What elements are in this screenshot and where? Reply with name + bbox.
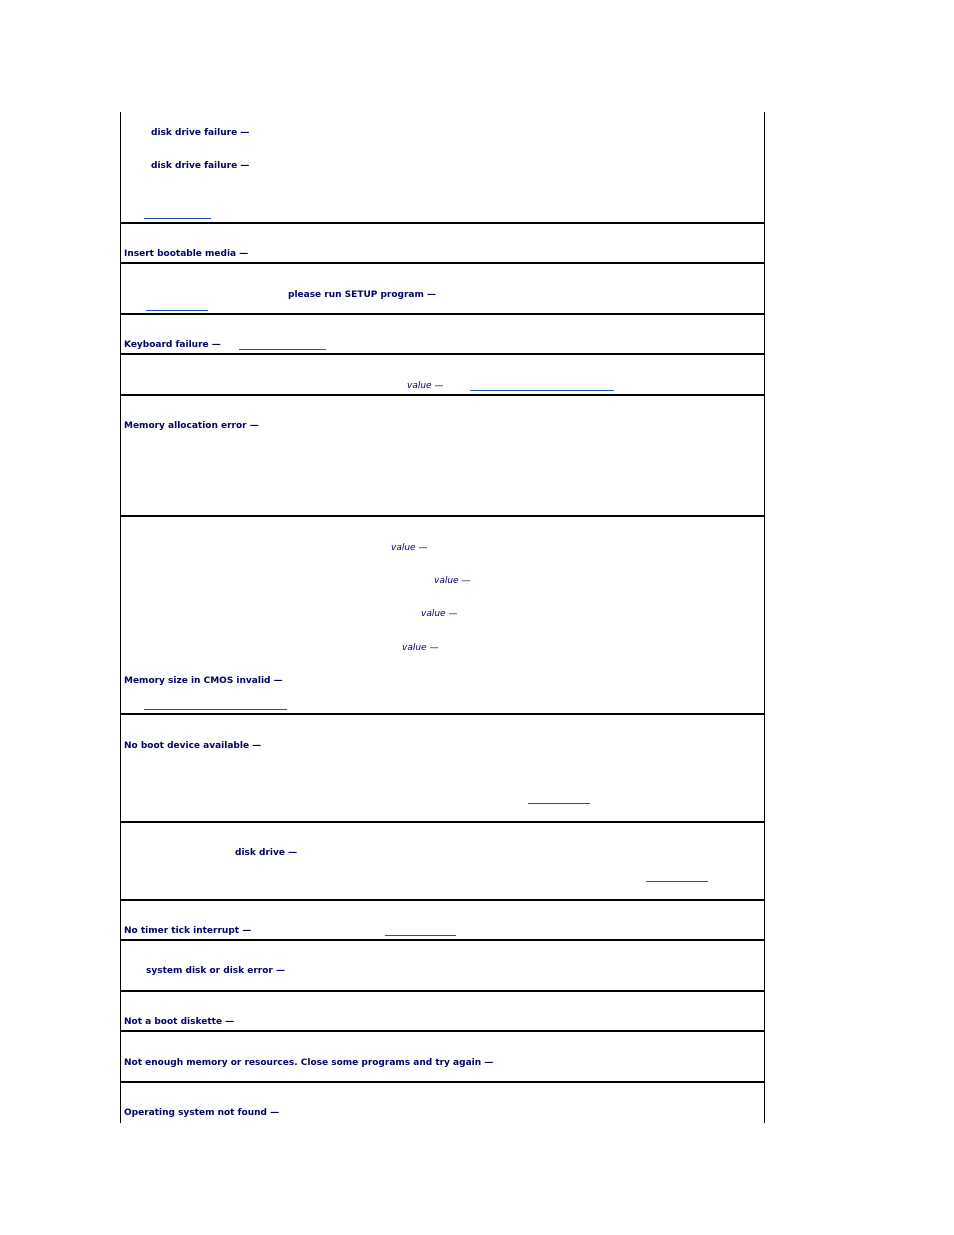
cross-reference-link[interactable]: [646, 881, 708, 882]
value-placeholder: value —: [421, 609, 458, 619]
message-label: please run SETUP program —: [288, 290, 437, 300]
row-divider: [120, 1030, 764, 1032]
cross-reference-link[interactable]: [146, 310, 208, 311]
row-divider: [120, 899, 764, 901]
cross-reference-link[interactable]: [528, 803, 590, 804]
value-placeholder: value —: [434, 576, 471, 586]
cross-reference-link[interactable]: [144, 218, 211, 219]
cross-reference-link[interactable]: [144, 709, 287, 710]
cross-reference-link[interactable]: [470, 390, 614, 391]
message-label: Insert bootable media —: [124, 249, 249, 259]
message-label: disk drive failure —: [151, 161, 250, 171]
message-label: system disk or disk error —: [146, 966, 285, 976]
message-label: No timer tick interrupt —: [124, 926, 252, 936]
row-divider: [120, 515, 764, 517]
value-placeholder: value —: [402, 643, 439, 653]
message-label: Not enough memory or resources. Close some programs and try again —: [124, 1058, 494, 1068]
message-label: disk drive failure —: [151, 128, 250, 138]
message-label: disk drive —: [235, 848, 298, 858]
message-label: Memory allocation error —: [124, 421, 259, 431]
value-placeholder: value —: [407, 381, 444, 391]
cross-reference-link[interactable]: [385, 935, 456, 936]
cross-reference-link[interactable]: [239, 349, 326, 350]
message-label: No boot device available —: [124, 741, 262, 751]
row-divider: [120, 939, 764, 941]
row-divider: [120, 1081, 764, 1083]
message-label: Operating system not found —: [124, 1108, 280, 1118]
row-divider: [120, 353, 764, 355]
row-divider: [120, 713, 764, 715]
message-label: Memory size in CMOS invalid —: [124, 676, 283, 686]
row-divider: [120, 990, 764, 992]
message-label: Not a boot diskette —: [124, 1017, 235, 1027]
row-divider: [120, 262, 764, 264]
value-placeholder: value —: [391, 543, 428, 553]
row-divider: [120, 394, 764, 396]
row-divider: [120, 821, 764, 823]
row-divider: [120, 313, 764, 315]
message-label: Keyboard failure —: [124, 340, 221, 350]
row-divider: [120, 222, 764, 224]
